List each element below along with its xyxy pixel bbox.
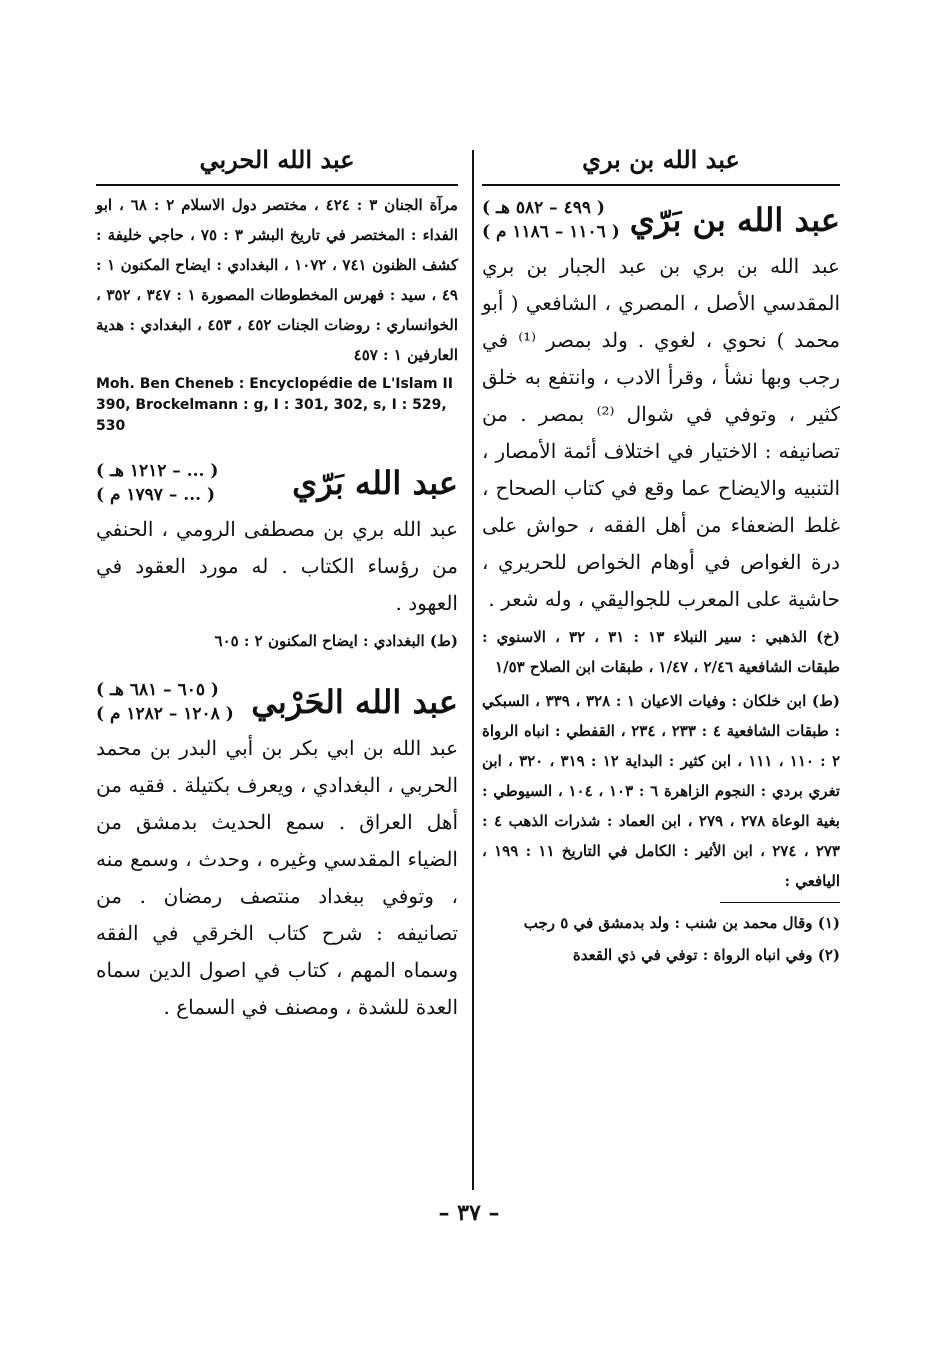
entry-header-harbi [96, 678, 458, 726]
entry-name: عبد الله بن بَرّي [629, 201, 840, 239]
entry-body: عبد الله بن بري بن عبد الجبار بن بري المقدسي الأصل ، المصري ، الشافعي ( أبو محمد ) نحوي ، لغوي . ولد بمصر ⁽¹⁾ في رجب وبها نشأ ، وقرأ الادب ، وانتفع به خلق كثير ، وتوفي في شوال ⁽²⁾ بمصر . من تصانيفه : الاختيار في اختلاف أئمة الأمصار ، التنبيه والايضاح عما وقع في كتاب الصحاح ، غلط الضعفاء من أهل الفقه ، حواش على درة الغواص في أوهام الخواص للحريري ، حاشية على المعرب للجواليقي ، وله شعر . [482, 254, 840, 611]
running-head-left: عبد الله الحربي [199, 145, 355, 174]
sources-kh: (خ) الذهبي : سير النبلاء ١٣ : ٣١ ، ٣٢ ، الاسنوي : طبقات الشافعية ٢/٤٦ ، ١/٤٧ ، طبقات ابن الصلاح ١/٥٣ [482, 628, 840, 676]
entry-header-barri-rumi [96, 459, 458, 507]
entry-body: عبد الله بري بن مصطفى الرومي ، الحنفي من رؤساء الكتاب . له مورد العقود في العهود . [96, 517, 458, 615]
continued-sources: مرآة الجنان ٣ : ٤٢٤ ، مختصر دول الاسلام ٢ : ٦٨ ، ابو الفداء : المختصر في تاريخ البشر ٣ : ٧٥ ، حاجي خليفة : كشف الظنون ٧٤١ ، ١٠٧٢ ، البغدادي : ايضاح المكنون ١ : ٤٩ ، سيد : فهرس المخطوطات المصورة ١ : ٣٤٧ ، ٣٥٢ ، الخوانساري : روضات الجنات ٤٥٢ ، ٤٥٣ ، البغدادي : هدية العارفين ١ : ٤٥٧ [96, 196, 459, 364]
entry-header-ibn-barri [482, 196, 840, 244]
page-number: – ٣٧ – [438, 1200, 500, 1226]
column-divider [472, 150, 474, 1190]
running-head-right: عبد الله بن بري [582, 145, 740, 174]
footnote-2: (٢) وفي انباه الرواة : توفي في ذي القعدة [572, 946, 840, 964]
footnote-1: (١) وقال محمد بن شنب : ولد بدمشق في ٥ رجب [523, 914, 840, 932]
sources-t: (ط) ابن خلكان : وفيات الاعيان ١ : ٣٢٨ ، ٣٣٩ ، السبكي : طبقات الشافعية ٤ : ٢٣٣ ، ٢٣٤ ، القفطي : انباه الرواة ٢ : ١١٠ ، ١١١ ، ابن كثير : البداية ١٢ : ٣١٩ ، ٣٢٠ ، ابن تغري بردي : النجوم الزاهرة ٦ : ١٠٣ ، ١٠٤ ، السيوطي : بغية الوعاة ٢٧٨ ، ٢٧٩ ، ابن العماد : شذرات الذهب ٤ : ٢٧٣ ، ٢٧٤ ، ابن الأثير : الكامل في التاريخ ١١ : ١٩٩ ، اليافعي : [482, 692, 841, 890]
latin-sources: Moh. Ben Cheneb : Encyclopédie de L'Islam II 390, Brockelmann : g, I : 301, 302, s, I : 529, 530 [96, 376, 453, 434]
entry-name: عبد الله بَرّي [292, 464, 458, 502]
dates-hijri: ( ٦٠٥ – ٦٨١ هـ ) [96, 680, 219, 700]
entry-body: عبد الله بن ابي بكر بن أبي البدر بن محمد الحربي ، البغدادي ، ويعرف بكتيلة . فقيه من أهل العراق . سمع الحديث بدمشق من الضياء المقدسي وغيره ، وحدث ، وسمع منه ، وتوفي ببغداد منتصف رمضان . من تصانيفه : شرح كتاب الخرقي في الفقه وسماه المهم ، كتاب في اصول الدين سماه العدة للشدة ، ومصنف في السماع . [96, 736, 458, 1019]
entry-name: عبد الله الحَرْبي [251, 683, 458, 721]
dates-gregorian: ( ١١٠٦ – ١١٨٦ م ) [482, 222, 620, 242]
dates-hijri: ( ٤٩٩ – ٥٨٢ هـ ) [482, 198, 605, 218]
header-rule [482, 184, 840, 186]
entry-dates [96, 678, 234, 726]
entry-dates [96, 459, 218, 507]
dates-gregorian: ( ... – ١٧٩٧ م ) [96, 485, 215, 505]
right-column [482, 140, 840, 971]
dates-gregorian: ( ١٢٠٨ – ١٢٨٢ م ) [96, 704, 234, 724]
dates-hijri: ( ... – ١٢١٢ هـ ) [96, 461, 219, 481]
entry-dates [482, 196, 620, 244]
header-rule [96, 184, 458, 186]
footnote-rule [720, 902, 840, 903]
sources-t: (ط) البغدادي : ايضاح المكنون ٢ : ٦٠٥ [214, 632, 458, 650]
left-column [96, 140, 458, 1026]
